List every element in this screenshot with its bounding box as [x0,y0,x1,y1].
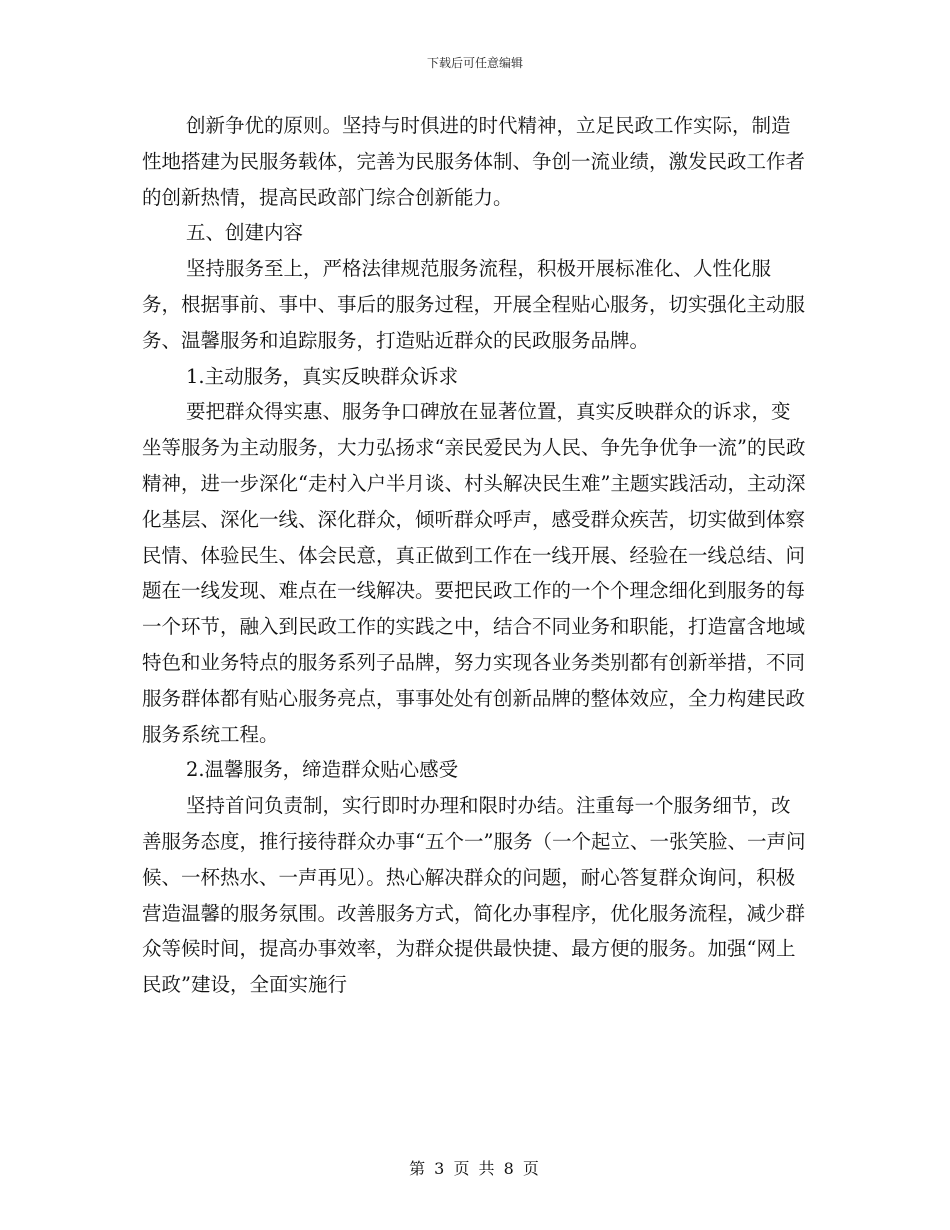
subheading-1: 1.主动服务，真实反映群众诉求 [186,364,459,388]
section-heading-5: 五、创建内容 [186,221,304,245]
paragraph-active-service: 要把群众得实惠、服务争口碑放在显著位置，真实反映群众的诉求，变坐等服务为主动服务，大力弘扬求“亲民爱民为人民、争先争优争一流”的民政精神，进一步深化“走村入户半月谈、村头解决民生难”主题实践活动，主动深化基层、深化一线、深化群众，倾听群众呼声，感受群众疾苦，切实做到体察民情、体验民生、体会民意，真正做到工作在一线开展、经验在一线总结、问题在一线发现、难点在一线解决。要把民政工作的一个个理念细化到服务的每一个环节，融入到民政工作的实践之中，结合不同业务和职能，打造富含地域特色和业务特点的服务系列子品牌，努力实现各业务类别都有创新举措，不同服务群体都有贴心服务亮点，事事处处有创新品牌的整体效应，全力构建民政服务系统工程。 [142,400,806,746]
paragraph-principle: 创新争优的原则。坚持与时俱进的时代精神，立足民政工作实际，制造性地搭建为民服务载体，完善为民服务体制、争创一流业绩，激发民政工作者的创新热情，提高民政部门综合创新能力。 [142,114,806,209]
paragraph-warm-service: 坚持首问负责制，实行即时办理和限时办结。注重每一个服务细节，改善服务态度，推行接待群众办事“五个一”服务（一个起立、一张笑脸、一声问候、一杯热水、一声再见）。热心解决群众的问题，耐心答复群众询问，积极营造温馨的服务氛围。改善服务方式，简化办事程序，优化服务流程，减少群众等候时间，提高办事效率，为群众提供最快捷、最方便的服务。加强“网上民政”建设，全面实施行 [142,794,806,997]
page-number: 第 3 页 共 8 页 [409,1159,541,1178]
paragraph-content-intro: 坚持服务至上，严格法律规范服务流程，积极开展标准化、人性化服务，根据事前、事中、事后的服务过程，开展全程贴心服务，切实强化主动服务、温馨服务和追踪服务，打造贴近群众的民政服务品牌。 [142,257,806,352]
document-body [142,108,806,1003]
page-header: 下载后可任意编辑 [426,56,523,70]
subheading-2: 2.温馨服务，缔造群众贴心感受 [186,758,459,782]
